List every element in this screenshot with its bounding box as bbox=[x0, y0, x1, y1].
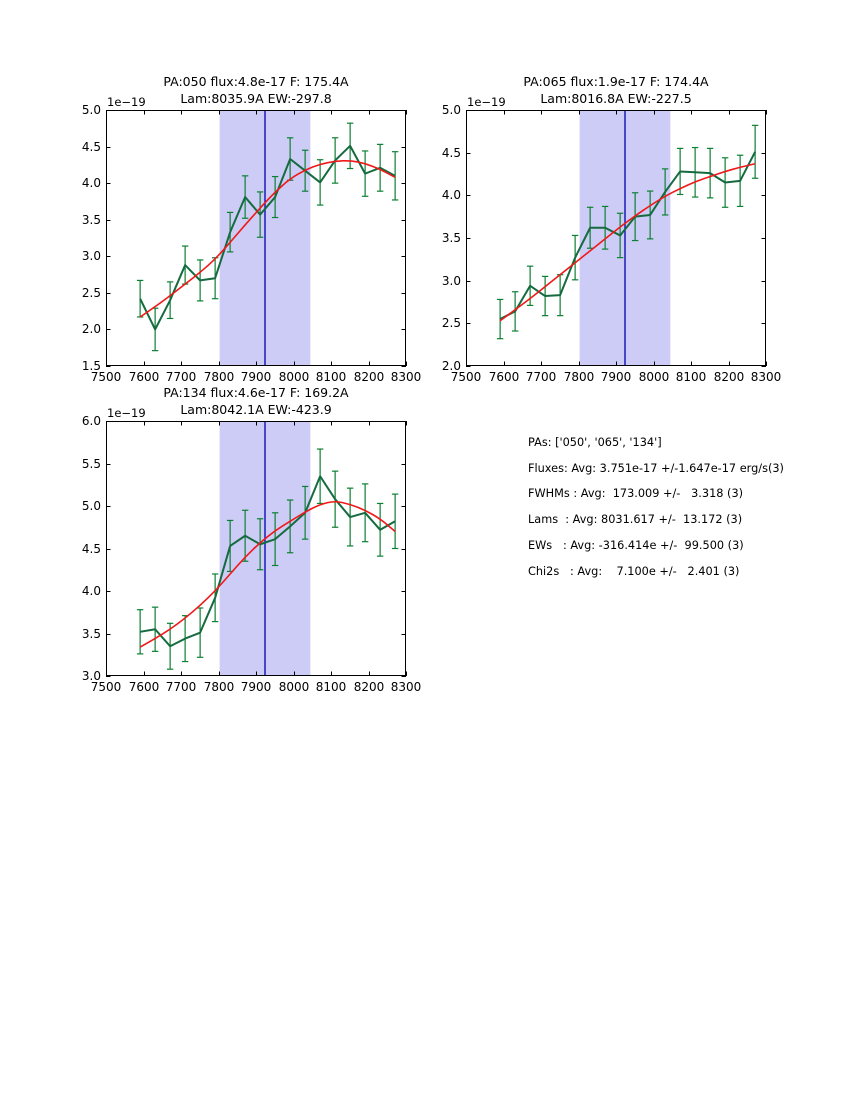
plot-title-pa050 bbox=[106, 73, 406, 107]
plot-title-line1: PA:050 flux:4.8e-17 F: 175.4A bbox=[163, 74, 349, 89]
summary-line-fwhms: FWHMs : Avg: 173.009 +/- 3.318 (3) bbox=[528, 487, 744, 501]
x-tick-label: 7800 bbox=[563, 370, 595, 384]
x-tick-label: 7900 bbox=[240, 370, 272, 384]
plot-title-pa134 bbox=[106, 384, 406, 418]
x-tick-label: 7900 bbox=[600, 370, 632, 384]
y-tick-label: 2.5 bbox=[81, 286, 101, 300]
y-tick-label: 6.0 bbox=[81, 414, 101, 428]
summary-line-fluxes: Fluxes: Avg: 3.751e-17 +/-1.647e-17 erg/s(3) bbox=[528, 461, 784, 475]
x-tick-label: 7700 bbox=[165, 680, 197, 694]
y-tick-label: 4.0 bbox=[81, 176, 101, 190]
x-tick-label: 7500 bbox=[90, 370, 122, 384]
plot-axes-pa134 bbox=[106, 421, 406, 676]
summary-stats-block bbox=[528, 430, 784, 584]
y-tick-label: 4.5 bbox=[441, 146, 461, 160]
y-axis-exponent-label: 1e−19 bbox=[107, 95, 146, 109]
y-tick-label: 1.5 bbox=[81, 359, 101, 373]
x-tick-label: 8300 bbox=[390, 680, 422, 694]
summary-line-lams: Lams : Avg: 8031.617 +/- 13.172 (3) bbox=[528, 513, 743, 527]
y-tick-label: 4.5 bbox=[81, 542, 101, 556]
y-tick-label: 5.0 bbox=[81, 103, 101, 117]
x-tick-label: 8300 bbox=[390, 370, 422, 384]
summary-line-ews: EWs : Avg: -316.414e +/- 99.500 (3) bbox=[528, 538, 744, 552]
x-tick-label: 7800 bbox=[203, 370, 235, 384]
x-tick-label: 7700 bbox=[525, 370, 557, 384]
y-tick-label: 2.0 bbox=[441, 359, 461, 373]
y-tick-label: 5.0 bbox=[441, 103, 461, 117]
x-tick-label: 8100 bbox=[315, 370, 347, 384]
x-tick-label: 8100 bbox=[315, 680, 347, 694]
x-tick-label: 8300 bbox=[750, 370, 782, 384]
y-tick-label: 4.0 bbox=[441, 188, 461, 202]
y-tick-label: 3.5 bbox=[441, 231, 461, 245]
y-tick-label: 3.0 bbox=[81, 249, 101, 263]
plot-axes-pa065 bbox=[466, 110, 766, 366]
x-tick-label: 8000 bbox=[278, 680, 310, 694]
x-tick-label: 7900 bbox=[240, 680, 272, 694]
y-tick-label: 2.5 bbox=[441, 316, 461, 330]
y-tick-label: 4.0 bbox=[81, 584, 101, 598]
x-tick-label: 7500 bbox=[90, 680, 122, 694]
plot-title-line1: PA:134 flux:4.6e-17 F: 169.2A bbox=[163, 385, 349, 400]
y-axis-exponent-label: 1e−19 bbox=[467, 95, 506, 109]
y-tick-label: 3.0 bbox=[441, 274, 461, 288]
y-tick-label: 3.5 bbox=[81, 627, 101, 641]
plot-title-line1: PA:065 flux:1.9e-17 F: 174.4A bbox=[523, 74, 709, 89]
y-axis-exponent-label: 1e−19 bbox=[107, 406, 146, 420]
x-tick-label: 8200 bbox=[353, 370, 385, 384]
x-tick-label: 8200 bbox=[713, 370, 745, 384]
x-tick-label: 7600 bbox=[488, 370, 520, 384]
x-tick-label: 7800 bbox=[203, 680, 235, 694]
y-tick-label: 3.0 bbox=[81, 669, 101, 683]
x-tick-label: 8100 bbox=[675, 370, 707, 384]
x-tick-label: 7600 bbox=[128, 680, 160, 694]
summary-line-chi2s: Chi2s : Avg: 7.100e +/- 2.401 (3) bbox=[528, 564, 740, 578]
plot-title-line2: Lam:8042.1A EW:-423.9 bbox=[180, 402, 332, 417]
x-tick-label: 8000 bbox=[278, 370, 310, 384]
x-tick-label: 7500 bbox=[450, 370, 482, 384]
y-tick-label: 5.0 bbox=[81, 499, 101, 513]
x-tick-label: 7700 bbox=[165, 370, 197, 384]
y-tick-label: 3.5 bbox=[81, 213, 101, 227]
y-tick-label: 4.5 bbox=[81, 140, 101, 154]
plot-title-pa065 bbox=[466, 73, 766, 107]
y-tick-label: 2.0 bbox=[81, 322, 101, 336]
x-tick-label: 8000 bbox=[638, 370, 670, 384]
summary-line-pas: PAs: ['050', '065', '134'] bbox=[528, 436, 662, 449]
x-tick-label: 7600 bbox=[128, 370, 160, 384]
x-tick-label: 8200 bbox=[353, 680, 385, 694]
plot-title-line2: Lam:8016.8A EW:-227.5 bbox=[540, 91, 692, 106]
plot-axes-pa050 bbox=[106, 110, 406, 366]
y-tick-label: 5.5 bbox=[81, 457, 101, 471]
plot-title-line2: Lam:8035.9A EW:-297.8 bbox=[180, 91, 332, 106]
